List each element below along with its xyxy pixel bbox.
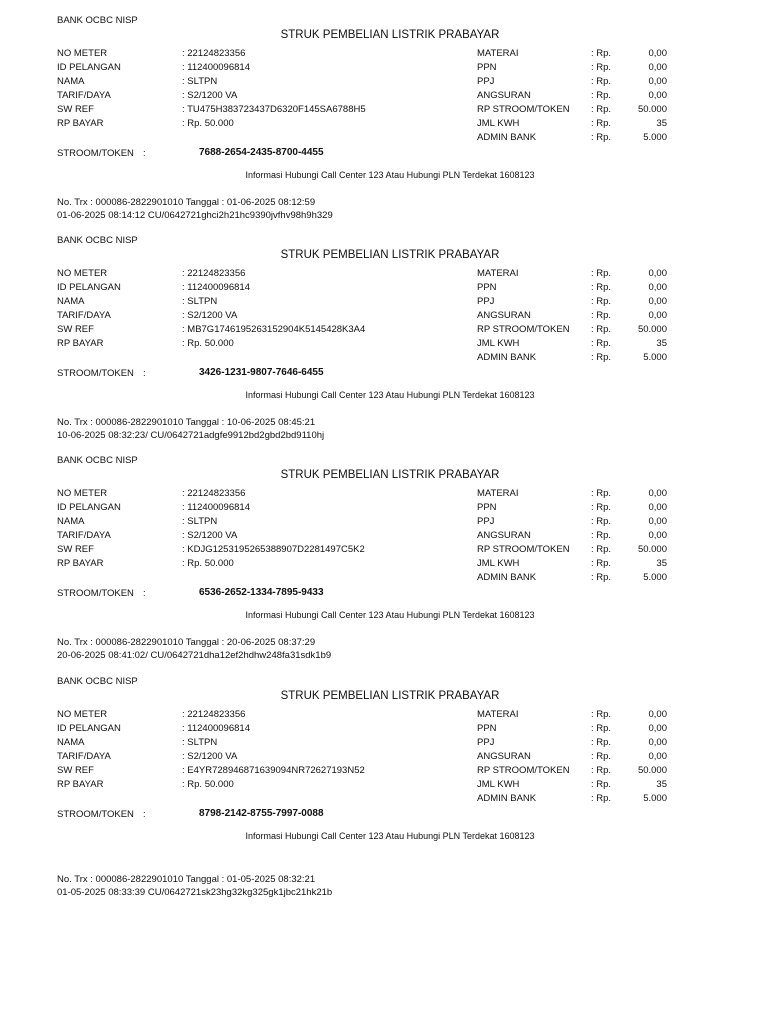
info-line: Informasi Hubungi Call Center 123 Atau Hubungi PLN Terdekat 1608123 (245, 170, 535, 180)
charge-row (477, 48, 677, 61)
charge-label: MATERAI (477, 709, 519, 720)
charge-row (477, 779, 677, 792)
detail-value: : 112400096814 (182, 282, 250, 293)
charge-currency: : Rp. (591, 104, 612, 115)
transaction-line: No. Trx : 000086-2822901010 Tanggal : 20-06-2025 08:37:29 (57, 637, 316, 648)
detail-label: RP BAYAR (57, 558, 104, 569)
charge-amount: 0,00 (648, 737, 667, 748)
charge-label: JML KWH (477, 338, 520, 349)
detail-row (57, 779, 477, 792)
charge-row (477, 765, 677, 778)
charge-row (477, 544, 677, 557)
charge-currency: : Rp. (591, 765, 612, 776)
charge-row (477, 516, 677, 529)
charge-label: JML KWH (477, 118, 520, 129)
charge-label: ADMIN BANK (477, 352, 537, 363)
charge-label: RP STROOM/TOKEN (477, 104, 570, 115)
token-label: STROOM/TOKEN (57, 368, 134, 379)
charge-currency: : Rp. (591, 76, 612, 87)
charge-amount: 0,00 (648, 488, 667, 499)
charge-currency: : Rp. (591, 118, 612, 129)
detail-row (57, 488, 477, 501)
detail-value: : 112400096814 (182, 502, 250, 513)
detail-label: TARIF/DAYA (57, 310, 111, 321)
token-colon: : (143, 588, 146, 599)
detail-label: ID PELANGAN (57, 502, 121, 513)
detail-label: TARIF/DAYA (57, 90, 111, 101)
token-value: 6536-2652-1334-7895-9433 (199, 587, 324, 598)
charge-currency: : Rp. (591, 310, 612, 321)
charge-amount: 0,00 (648, 62, 667, 73)
detail-label: SW REF (57, 544, 94, 555)
info-line: Informasi Hubungi Call Center 123 Atau Hubungi PLN Terdekat 1608123 (245, 831, 535, 841)
detail-row (57, 516, 477, 529)
charge-currency: : Rp. (591, 324, 612, 335)
charge-row (477, 709, 677, 722)
bank-name: BANK OCBC NISP (57, 676, 138, 687)
detail-value: : E4YR728946871639094NR72627193N52 (182, 765, 365, 776)
charge-row (477, 558, 677, 571)
charge-label: ADMIN BANK (477, 132, 537, 143)
charge-currency: : Rp. (591, 779, 612, 790)
charge-currency: : Rp. (591, 793, 612, 804)
charge-row (477, 324, 677, 337)
token-colon: : (143, 148, 146, 159)
charge-label: RP STROOM/TOKEN (477, 765, 570, 776)
token-value: 8798-2142-8755-7997-0088 (199, 808, 324, 819)
charge-amount: 0,00 (648, 530, 667, 541)
charge-amount: 5.000 (643, 352, 667, 363)
detail-row (57, 90, 477, 103)
charge-amount: 0,00 (648, 751, 667, 762)
charge-label: PPJ (477, 296, 495, 307)
charge-label: PPJ (477, 737, 495, 748)
detail-row (57, 544, 477, 557)
detail-row (57, 62, 477, 75)
detail-value: : SLTPN (182, 737, 218, 748)
detail-value: : SLTPN (182, 516, 218, 527)
token-colon: : (143, 809, 146, 820)
charge-amount: 35 (656, 338, 667, 349)
charge-amount: 0,00 (648, 48, 667, 59)
charge-row (477, 62, 677, 75)
transaction-line: No. Trx : 000086-2822901010 Tanggal : 01-06-2025 08:12:59 (57, 197, 316, 208)
charge-amount: 0,00 (648, 310, 667, 321)
token-label: STROOM/TOKEN (57, 148, 134, 159)
charge-currency: : Rp. (591, 48, 612, 59)
receipt (0, 440, 768, 660)
detail-label: SW REF (57, 104, 94, 115)
charge-row (477, 76, 677, 89)
charge-currency: : Rp. (591, 723, 612, 734)
detail-label: ID PELANGAN (57, 282, 121, 293)
detail-value: : MB7G1746195263152904K5145428K3A4 (182, 324, 366, 335)
detail-value: : S2/1200 VA (182, 530, 238, 541)
charge-row (477, 572, 677, 585)
charge-row (477, 310, 677, 323)
detail-value: : Rp. 50.000 (182, 118, 234, 129)
detail-row (57, 296, 477, 309)
detail-row (57, 723, 477, 736)
charge-label: PPN (477, 282, 497, 293)
charge-row (477, 502, 677, 515)
detail-value: : TU475H383723437D6320F145SA6788H5 (182, 104, 366, 115)
detail-value: : S2/1200 VA (182, 310, 238, 321)
detail-row (57, 751, 477, 764)
charge-amount: 0,00 (648, 76, 667, 87)
detail-row (57, 558, 477, 571)
detail-value: : Rp. 50.000 (182, 558, 234, 569)
charge-label: RP STROOM/TOKEN (477, 544, 570, 555)
detail-row (57, 104, 477, 117)
charge-label: PPN (477, 723, 497, 734)
charge-amount: 35 (656, 118, 667, 129)
detail-value: : 22124823356 (182, 48, 246, 59)
detail-value: : Rp. 50.000 (182, 779, 234, 790)
charge-currency: : Rp. (591, 558, 612, 569)
charge-currency: : Rp. (591, 296, 612, 307)
charge-row (477, 132, 677, 145)
charge-currency: : Rp. (591, 572, 612, 583)
detail-label: TARIF/DAYA (57, 530, 111, 541)
charge-row (477, 530, 677, 543)
charge-amount: 50.000 (637, 765, 667, 776)
charge-currency: : Rp. (591, 338, 612, 349)
detail-label: NO METER (57, 709, 108, 720)
bank-name: BANK OCBC NISP (57, 15, 138, 26)
token-label: STROOM/TOKEN (57, 588, 134, 599)
info-line: Informasi Hubungi Call Center 123 Atau Hubungi PLN Terdekat 1608123 (245, 390, 535, 400)
detail-row (57, 765, 477, 778)
detail-value: : 22124823356 (182, 709, 246, 720)
charge-row (477, 751, 677, 764)
charge-row (477, 268, 677, 281)
charge-label: ANGSURAN (477, 751, 531, 762)
detail-label: NO METER (57, 488, 108, 499)
bank-name: BANK OCBC NISP (57, 455, 138, 466)
detail-row (57, 282, 477, 295)
bank-name: BANK OCBC NISP (57, 235, 138, 246)
charge-amount: 5.000 (643, 572, 667, 583)
detail-row (57, 48, 477, 61)
charge-label: ANGSURAN (477, 530, 531, 541)
charge-label: JML KWH (477, 558, 520, 569)
detail-label: TARIF/DAYA (57, 751, 111, 762)
charge-currency: : Rp. (591, 90, 612, 101)
charge-row (477, 793, 677, 806)
detail-value: : SLTPN (182, 296, 218, 307)
charge-amount: 35 (656, 779, 667, 790)
charge-row (477, 104, 677, 117)
charge-currency: : Rp. (591, 737, 612, 748)
charge-row (477, 118, 677, 131)
charge-amount: 0,00 (648, 709, 667, 720)
detail-row (57, 310, 477, 323)
receipt-title: STRUK PEMBELIAN LISTRIK PRABAYAR (280, 690, 500, 702)
receipt-title: STRUK PEMBELIAN LISTRIK PRABAYAR (280, 249, 500, 261)
transaction-detail: 20-06-2025 08:41:02/ CU/0642721dha12ef2hdhw248fa31sdk1b9 (57, 650, 332, 661)
transaction-line: No. Trx : 000086-2822901010 Tanggal : 10-06-2025 08:45:21 (57, 417, 316, 428)
charge-label: PPJ (477, 516, 495, 527)
transaction-detail: 10-06-2025 08:32:23/ CU/0642721adgfe9912bd2gbd2bd9110hj (57, 430, 325, 441)
detail-row (57, 118, 477, 131)
detail-label: SW REF (57, 324, 94, 335)
detail-label: NAMA (57, 737, 85, 748)
detail-label: RP BAYAR (57, 779, 104, 790)
detail-label: ID PELANGAN (57, 62, 121, 73)
charge-currency: : Rp. (591, 516, 612, 527)
detail-label: NO METER (57, 268, 108, 279)
charge-amount: 0,00 (648, 296, 667, 307)
charge-row (477, 737, 677, 750)
detail-label: RP BAYAR (57, 338, 104, 349)
receipt-title: STRUK PEMBELIAN LISTRIK PRABAYAR (280, 29, 500, 41)
charge-label: JML KWH (477, 779, 520, 790)
transaction-detail: 01-05-2025 08:33:39 CU/0642721sk23hg32kg325gk1jbc21hk21b (57, 887, 333, 898)
charge-amount: 0,00 (648, 268, 667, 279)
charge-row (477, 282, 677, 295)
detail-label: NAMA (57, 76, 85, 87)
detail-label: NAMA (57, 296, 85, 307)
charge-amount: 0,00 (648, 90, 667, 101)
charge-amount: 0,00 (648, 723, 667, 734)
detail-row (57, 709, 477, 722)
charge-amount: 5.000 (643, 793, 667, 804)
detail-row (57, 324, 477, 337)
info-line: Informasi Hubungi Call Center 123 Atau Hubungi PLN Terdekat 1608123 (245, 610, 535, 620)
token-value: 3426-1231-9807-7646-6455 (199, 367, 324, 378)
detail-row (57, 502, 477, 515)
charge-currency: : Rp. (591, 268, 612, 279)
charge-row (477, 352, 677, 365)
transaction-detail: 01-06-2025 08:14:12 CU/0642721ghci2h21hc9390jvfhv98h9h329 (57, 210, 333, 221)
charge-label: PPN (477, 62, 497, 73)
charge-currency: : Rp. (591, 751, 612, 762)
charge-row (477, 90, 677, 103)
charge-amount: 0,00 (648, 516, 667, 527)
detail-value: : SLTPN (182, 76, 218, 87)
detail-row (57, 737, 477, 750)
charge-amount: 5.000 (643, 132, 667, 143)
charge-label: MATERAI (477, 488, 519, 499)
receipt (0, 661, 768, 898)
charge-amount: 50.000 (637, 104, 667, 115)
detail-row (57, 530, 477, 543)
detail-value: : 112400096814 (182, 62, 250, 73)
receipt (0, 0, 768, 220)
detail-label: NO METER (57, 48, 108, 59)
charge-label: ADMIN BANK (477, 793, 537, 804)
detail-value: : Rp. 50.000 (182, 338, 234, 349)
charge-amount: 50.000 (637, 324, 667, 335)
charge-currency: : Rp. (591, 62, 612, 73)
charge-label: MATERAI (477, 268, 519, 279)
charge-currency: : Rp. (591, 132, 612, 143)
charge-currency: : Rp. (591, 544, 612, 555)
charge-label: ADMIN BANK (477, 572, 537, 583)
charge-amount: 50.000 (637, 544, 667, 555)
charge-currency: : Rp. (591, 709, 612, 720)
charge-amount: 0,00 (648, 502, 667, 513)
charge-label: PPN (477, 502, 497, 513)
receipt (0, 220, 768, 440)
charge-label: ANGSURAN (477, 90, 531, 101)
receipt-title: STRUK PEMBELIAN LISTRIK PRABAYAR (280, 469, 500, 481)
detail-label: SW REF (57, 765, 94, 776)
detail-value: : KDJG1253195265388907D2281497C5K2 (182, 544, 365, 555)
charge-row (477, 723, 677, 736)
charge-currency: : Rp. (591, 352, 612, 363)
detail-value: : S2/1200 VA (182, 751, 238, 762)
charge-label: ANGSURAN (477, 310, 531, 321)
charge-row (477, 488, 677, 501)
charge-row (477, 296, 677, 309)
detail-label: ID PELANGAN (57, 723, 121, 734)
charge-row (477, 338, 677, 351)
charge-currency: : Rp. (591, 530, 612, 541)
token-value: 7688-2654-2435-8700-4455 (199, 147, 324, 158)
charge-label: PPJ (477, 76, 495, 87)
detail-label: RP BAYAR (57, 118, 104, 129)
detail-row (57, 338, 477, 351)
charge-currency: : Rp. (591, 282, 612, 293)
token-label: STROOM/TOKEN (57, 809, 134, 820)
charge-label: MATERAI (477, 48, 519, 59)
charge-amount: 35 (656, 558, 667, 569)
detail-value: : 22124823356 (182, 268, 246, 279)
detail-value: : S2/1200 VA (182, 90, 238, 101)
detail-row (57, 268, 477, 281)
detail-value: : 112400096814 (182, 723, 250, 734)
charge-amount: 0,00 (648, 282, 667, 293)
charge-label: RP STROOM/TOKEN (477, 324, 570, 335)
token-colon: : (143, 368, 146, 379)
detail-label: NAMA (57, 516, 85, 527)
charge-currency: : Rp. (591, 502, 612, 513)
detail-row (57, 76, 477, 89)
charge-currency: : Rp. (591, 488, 612, 499)
transaction-line: No. Trx : 000086-2822901010 Tanggal : 01-05-2025 08:32:21 (57, 874, 316, 885)
detail-value: : 22124823356 (182, 488, 246, 499)
